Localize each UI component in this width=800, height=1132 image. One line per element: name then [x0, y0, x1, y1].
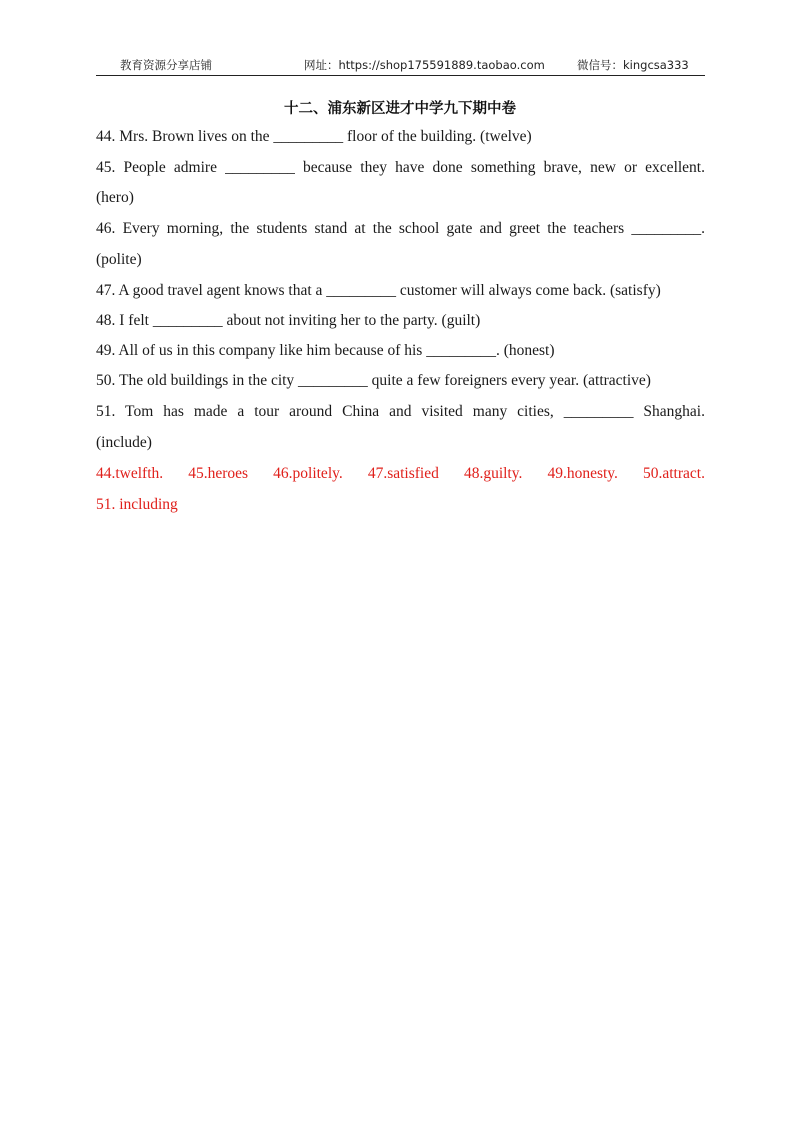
- page-title: 十二、浦东新区进才中学九下期中卷: [284, 101, 516, 117]
- question-46-continued: (polite): [96, 251, 142, 268]
- question-48: 48. I felt _________ about not inviting her to the party. (guilt): [96, 312, 481, 329]
- question-51: 51. Tom has made a tour around China and visited many cities, _________ Shanghai.: [96, 403, 705, 420]
- answer-45: 45.heroes: [188, 465, 249, 482]
- question-49: 49. All of us in this company like him because of his _________. (honest): [96, 342, 555, 359]
- question-50: 50. The old buildings in the city _________ quite a few foreigners every year. (attractive): [96, 372, 651, 389]
- question-46: 46. Every morning, the students stand at the school gate and greet the teachers _________.: [96, 220, 705, 237]
- question-45: 45. People admire _________ because they have done something brave, new or excellent.: [96, 159, 705, 176]
- page-header: [96, 55, 705, 76]
- answer-46: 46.politely.: [273, 465, 343, 482]
- question-44: 44. Mrs. Brown lives on the _________ floor of the building. (twelve): [96, 128, 532, 145]
- question-47: 47. A good travel agent knows that a _________ customer will always come back. (satisfy): [96, 282, 661, 299]
- answer-51: 51. including: [96, 496, 178, 513]
- answer-47: 47.satisfied: [367, 465, 439, 482]
- wechat-id: 微信号：kingcsa333: [577, 58, 689, 72]
- shop-url: 网址：https://shop175591889.taobao.com: [304, 58, 545, 72]
- answer-50: 50.attract.: [642, 465, 705, 482]
- answer-48: 48.guilty.: [463, 465, 523, 482]
- question-51-continued: (include): [96, 434, 152, 451]
- question-45-continued: (hero): [96, 189, 134, 206]
- shop-name: 教育资源分享店铺: [120, 58, 212, 72]
- answer-key-row: [96, 458, 705, 489]
- answer-49: 49.honesty.: [547, 465, 618, 482]
- answer-44: 44.twelfth.: [96, 465, 164, 482]
